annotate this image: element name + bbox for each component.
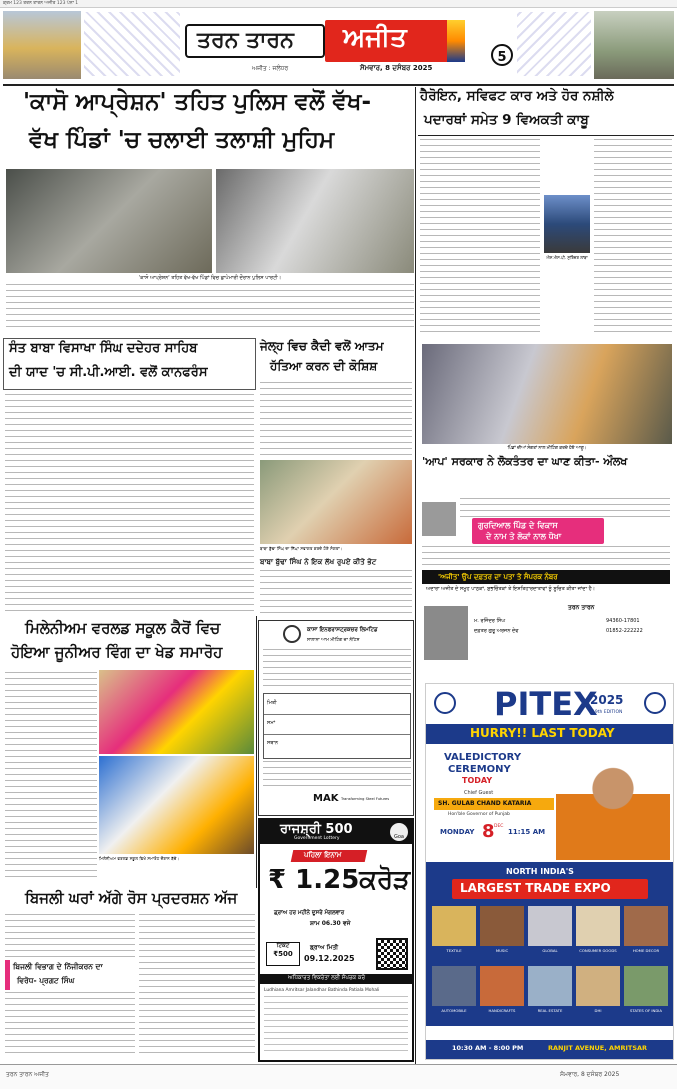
top-metadata-text: ਕ੍ਰਮ 123 ਤਰਨ ਤਾਰਨ ਅਜੀਤ 123 ਪੰਨਾ 1 bbox=[3, 1, 79, 6]
story-cpi-conference bbox=[3, 336, 256, 616]
page-number-badge bbox=[491, 44, 513, 66]
story2-caption: ਐਸ.ਐਸ.ਪੀ. ਸੁਰਿੰਦਰ ਲਾਂਬਾ bbox=[546, 255, 588, 260]
story7-headline-line2: ਹੋਇਆ ਜੂਨੀਅਰ ਵਿੰਗ ਦਾ ਖੇਡ ਸਮਾਰੋਹ bbox=[11, 643, 223, 661]
story-baba-budha-singh bbox=[258, 556, 414, 618]
notice-body: ਅਦਾਰਾ ਅਜੀਤ ਦੇ ਸਮੂਹ ਪਾਠਕਾਂ, ਸ਼ੁਭਚਿੰਤਕਾਂ ਤੇ ਇਸ਼ਤਿਹਾਰਦਾਤਾਵਾਂ ਨੂੰ ਸੂਚਿਤ ਕੀਤਾ ਜਾਂਦਾ ਹੈ। bbox=[426, 586, 596, 592]
lottery-draw-date-label: ਡ੍ਰਾਅ ਮਿਤੀ bbox=[310, 944, 339, 951]
lottery-footer-title: ਅਧਿਕਾਰਤ ਵਿਕਰੇਤਾ ਲਈ ਸੰਪਰਕ ਕਰੋ bbox=[288, 975, 366, 981]
story1-headline-line2: ਵੱਖ ਪਿੰਡਾਂ 'ਚ ਚਲਾਈ ਤਲਾਸ਼ੀ ਮੁਹਿਮ bbox=[29, 127, 335, 153]
pitex-chief-guest: SH. GULAB CHAND KATARIA bbox=[438, 800, 532, 807]
column-divider-2 bbox=[256, 616, 257, 888]
notice-person-photo-left bbox=[422, 502, 456, 536]
masthead-paper: ਅਜੀਤ bbox=[343, 23, 407, 53]
story1-photo-right bbox=[216, 169, 414, 273]
masthead-pattern-left bbox=[84, 12, 180, 76]
story8-pull-quote-line2: ਵਿਰੋਧ- ਪ੍ਰਗਟ ਸਿੰਘ bbox=[17, 976, 75, 985]
story1-headline-line1: 'ਕਾਸੋ ਆਪ੍ਰੇਸ਼ਨ' ਤਹਿਤ ਪੁਲਿਸ ਵਲੋਂ ਵੱਖ- bbox=[23, 89, 372, 115]
story8-body-right bbox=[139, 914, 255, 1056]
pitex-cat-label-3: GLOBAL bbox=[542, 948, 558, 953]
pitex-cat-label-9: DHI bbox=[594, 1008, 602, 1013]
story1-body-text bbox=[6, 284, 414, 332]
lottery-footer-text: Ludhiana Amritsar Jalandhar Bathinda Patiala Mohali bbox=[264, 988, 380, 993]
story3-body-text bbox=[5, 394, 254, 612]
story-millennium-school bbox=[3, 618, 256, 890]
lottery-first-prize-label: ਪਹਿਲਾ ਇਨਾਮ bbox=[304, 851, 342, 859]
pitex-logo-right bbox=[644, 692, 666, 714]
story2-headline-line1: ਹੈਰੋਇਨ, ਸਵਿਫਟ ਕਾਰ ਅਤੇ ਹੋਰ ਨਸ਼ੀਲੇ bbox=[420, 88, 614, 104]
masthead-color-stripe bbox=[447, 20, 465, 62]
pitex-cat-tile-4 bbox=[576, 906, 620, 946]
story6-headline: 'ਆਪ' ਸਰਕਾਰ ਨੇ ਲੋਕਤੰਤਰ ਦਾ ਘਾਣ ਕੀਤਾ- ਔਲਖ bbox=[422, 455, 628, 468]
lottery-draw-time: ਸ਼ਾਮ 06.30 ਵਜੇ bbox=[310, 920, 351, 927]
pitex-timing: 10:30 AM - 8:00 PM bbox=[452, 1044, 524, 1052]
notice-banner-line2: ਦੇ ਨਾਮ ਤੇ ਲੋਕਾਂ ਨਾਲ ਧੋਖਾ bbox=[486, 532, 562, 541]
pitex-cat-tile-9 bbox=[576, 966, 620, 1006]
ad-company-table-rule2 bbox=[264, 734, 410, 735]
ad-company-row3: ਸਥਾਨ bbox=[267, 740, 279, 746]
ad-company-row1: ਮਿਤੀ bbox=[267, 700, 277, 706]
ad-company-body-2 bbox=[263, 761, 411, 789]
lottery-ticket-label: ਟਿਕਟ bbox=[276, 943, 290, 949]
masthead-logo-box bbox=[185, 20, 485, 62]
pitex-date-month: DEC bbox=[494, 824, 504, 829]
story7-photo-top bbox=[99, 670, 254, 754]
notice-title: 'ਅਜੀਤ' ਉਪ ਦਫ਼ਤਰ ਦਾ ਪਤਾ ਤੇ ਸੰਪਰਕ ਨੰਬਰ bbox=[438, 573, 558, 581]
lottery-draw-date: 09.12.2025 bbox=[304, 954, 355, 963]
story7-caption: ਮਿਲੇਨੀਅਮ ਵਰਲਡ ਸਕੂਲ ਵਿਖੇ ਸਮਾਰੋਹ ਦੌਰਾਨ ਬੱਚੇ। bbox=[99, 856, 180, 861]
pitex-cat-tile-8 bbox=[528, 966, 572, 1006]
pitex-cat-tile-5 bbox=[624, 906, 668, 946]
story7-headline-line1: ਮਿਲੇਨੀਅਮ ਵਰਲਡ ਸਕੂਲ ਕੈਰੋਂ ਵਿਚ bbox=[25, 619, 221, 637]
lottery-ticket-price: ₹500 bbox=[273, 950, 293, 958]
story1-caption: 'ਕਾਸੋ ਆਪ੍ਰੇਸ਼ਨ' ਤਹਿਤ ਵੱਖ-ਵੱਖ ਪਿੰਡਾਂ ਵਿਚ ਛਾਪੇਮਾਰੀ ਦੌਰਾਨ ਪੁਲਿਸ ਪਾਰਟੀ। bbox=[138, 275, 282, 281]
ad-company-body bbox=[263, 649, 411, 691]
story-heroin-arrest bbox=[418, 87, 674, 337]
story5-body-text bbox=[260, 570, 412, 616]
lottery-state: Goa bbox=[394, 834, 404, 840]
page-footer bbox=[0, 1064, 677, 1089]
pitex-cat-label-10: STATES OF INDIA bbox=[629, 1008, 663, 1013]
notice-box-area bbox=[418, 482, 674, 680]
pitex-hurry: HURRY!! LAST TODAY bbox=[470, 726, 615, 740]
pitex-venue: RANJIT AVENUE, AMRITSAR bbox=[548, 1044, 648, 1052]
masthead-date: ਸੋਮਵਾਰ, 8 ਦਸੰਬਰ 2025 bbox=[360, 64, 433, 72]
masthead-pattern-right bbox=[517, 12, 591, 76]
lottery-draw-line: ਡ੍ਰਾਅ ਹਰ ਮਹੀਨੇ ਦੂਸਰੇ ਮੰਗਲਵਾਰ bbox=[274, 910, 345, 916]
story4-caption: ਬਾਬਾ ਬੁੱਢਾ ਸਿੰਘ ਦਾ ਨਿੱਘਾ ਸਵਾਗਤ ਕਰਦੇ ਹੋਏ ਸੰਗਤਾਂ। bbox=[260, 546, 343, 551]
story6-photo bbox=[422, 344, 672, 444]
pitex-cat-tile-2 bbox=[480, 906, 524, 946]
ad-pitex bbox=[425, 683, 674, 1060]
story4-body-text bbox=[260, 382, 412, 458]
story4-headline-line1: ਜੇਲ੍ਹ ਵਿਚ ਕੈਦੀ ਵਲੋਂ ਆਤਮ bbox=[260, 339, 384, 353]
story6-caption: ਪਿੰਡਾਂ ਦੀਆਂ ਸੰਗਤਾਂ ਨਾਲ ਮੀਟਿੰਗ ਕਰਦੇ ਹੋਏ ਆਗੂ। bbox=[507, 446, 587, 451]
story8-body-left bbox=[5, 914, 135, 958]
masthead-edition: ਅਜੀਤ : ਜਲੰਧਰ bbox=[252, 65, 289, 72]
pitex-cat-tile-3 bbox=[528, 906, 572, 946]
notice-office-label: ਤਰਨ ਤਾਰਨ bbox=[568, 604, 595, 611]
story-jail-attempt bbox=[258, 336, 414, 556]
lottery-ticket-box bbox=[266, 942, 300, 966]
ad-lottery bbox=[258, 818, 414, 1062]
pitex-time: 11:15 AM bbox=[508, 828, 546, 836]
story7-body-text bbox=[5, 672, 97, 882]
pitex-cat-label-1: TEXTILE bbox=[446, 948, 462, 953]
pitex-edition: 19th EDITION bbox=[592, 710, 623, 715]
lottery-seal bbox=[390, 823, 408, 841]
pitex-chief-guest-role: Hon'ble Governor of Punjab bbox=[448, 812, 510, 817]
ad-company-brand: MAK bbox=[313, 793, 339, 804]
pitex-cat-label-6: AUTOMOBILE bbox=[441, 1008, 467, 1013]
page-number: 5 bbox=[497, 50, 507, 65]
pitex-cat-label-8: REAL ESTATE bbox=[537, 1008, 563, 1013]
ad-company-subtitle: ਸਾਲਾਨਾ ਆਮ ਮੀਟਿੰਗ ਦਾ ਨੋਟਿਸ bbox=[307, 638, 360, 643]
pitex-chief-guest-label: Chief Guest bbox=[464, 790, 494, 796]
masthead bbox=[0, 8, 677, 84]
lottery-footer-lines bbox=[264, 996, 408, 1056]
lottery-brand-sub: Government Lottery bbox=[294, 836, 340, 841]
pitex-cat-tile-7 bbox=[480, 966, 524, 1006]
story-kaso-operation bbox=[3, 87, 415, 334]
pitex-cat-label-2: MUSIC bbox=[495, 948, 509, 953]
notice-banner-line1: ਗੁਰਦਿਆਲ ਪਿੰਡ ਦੇ ਵਿਕਾਸ bbox=[478, 521, 558, 530]
pitex-guest-photo bbox=[556, 750, 670, 860]
pitex-year: 2025 bbox=[590, 693, 624, 707]
lottery-prize-amount: ₹ 1.25ਕਰੋੜ bbox=[268, 865, 411, 895]
pitex-cat-tile-10 bbox=[624, 966, 668, 1006]
pitex-expo: LARGEST TRADE EXPO bbox=[460, 881, 611, 895]
story3-headline-line1: ਸੰਤ ਬਾਬਾ ਵਿਸਾਖਾ ਸਿੰਘ ਦਦੇਹਰ ਸਾਹਿਬ bbox=[9, 341, 198, 356]
story2-ssp-photo bbox=[544, 195, 590, 253]
story8-headline: ਬਿਜਲੀ ਘਰਾਂ ਅੱਗੇ ਰੋਸ ਪ੍ਰਦਰਸ਼ਨ ਅੱਜ bbox=[25, 889, 238, 907]
story7-photo-bottom bbox=[99, 756, 254, 854]
story2-body-left bbox=[420, 139, 540, 334]
pitex-day: MONDAY bbox=[440, 828, 475, 836]
story2-body-right bbox=[594, 139, 672, 334]
story-aap-democracy bbox=[418, 340, 674, 480]
lottery-brand: ਰਾਜਸ਼੍ਰੀ 500 bbox=[280, 822, 353, 837]
pitex-ceremony-line1: VALEDICTORY bbox=[444, 752, 522, 763]
pitex-date-num: 8 bbox=[482, 821, 495, 842]
ad-company-tagline: Transforming Steel Futures bbox=[341, 797, 390, 801]
masthead-divider bbox=[3, 84, 674, 86]
ad-company-table-rule1 bbox=[264, 714, 410, 715]
notice-contact2-phone: 01852-222222 bbox=[606, 628, 643, 634]
notice-body-mid bbox=[422, 546, 670, 568]
ad-company-logo bbox=[283, 625, 301, 643]
ad-company-row2: ਸਮਾਂ bbox=[267, 720, 276, 726]
pitex-north: NORTH INDIA'S bbox=[506, 867, 574, 876]
masthead-city: ਤਰਨ ਤਾਰਨ bbox=[197, 28, 294, 53]
story4-photo bbox=[260, 460, 412, 544]
story2-divider bbox=[418, 135, 674, 136]
notice-contact1-phone: 94360-17801 bbox=[606, 618, 640, 624]
story8-body-left-2 bbox=[5, 992, 135, 1056]
masthead-left-photo bbox=[3, 11, 81, 79]
pitex-ceremony-line2: CEREMONY bbox=[448, 764, 511, 775]
pitex-cat-tile-1 bbox=[432, 906, 476, 946]
story2-headline-line2: ਪਦਾਰਥਾਂ ਸਮੇਤ 9 ਵਿਅਕਤੀ ਕਾਬੂ bbox=[424, 112, 589, 128]
notice-body-left bbox=[460, 498, 670, 518]
masthead-right-photo bbox=[594, 11, 674, 79]
pitex-sponsor-strip bbox=[426, 1026, 673, 1040]
story8-pull-quote-line1: ਬਿਜਲੀ ਵਿਭਾਗ ਦੇ ਨਿੱਜੀਕਰਨ ਦਾ bbox=[13, 962, 103, 971]
pitex-logo-left bbox=[434, 692, 456, 714]
story4-headline-line2: ਹੱਤਿਆ ਕਰਨ ਦੀ ਕੋਸ਼ਿਸ਼ bbox=[270, 359, 378, 373]
notice-contact-photo bbox=[424, 606, 468, 660]
pitex-cat-tile-6 bbox=[432, 966, 476, 1006]
story3-headline-line2: ਦੀ ਯਾਦ 'ਚ ਸੀ.ਪੀ.ਆਈ. ਵਲੋਂ ਕਾਨਫਰੰਸ bbox=[9, 365, 208, 380]
ad-company-notice bbox=[258, 620, 414, 816]
pitex-cat-label-5: HOME DECOR bbox=[632, 948, 660, 953]
column-divider-1 bbox=[415, 87, 416, 1087]
pitex-today: TODAY bbox=[462, 776, 493, 785]
ad-company-title: ਕਾਸਾ ਇਨਫਰਾਸਟ੍ਰਕਚਰ ਲਿਮਟਿਡ bbox=[307, 627, 378, 633]
ad-company-table bbox=[263, 693, 411, 759]
notice-contact2-name: ਦਫ਼ਤਰ ਗੁਰੂ ਅਰਜਨ ਦੇਵ bbox=[474, 628, 519, 634]
lottery-qr-code bbox=[376, 938, 408, 970]
pitex-cat-label-7: HANDICRAFTS bbox=[488, 1008, 516, 1013]
story5-headline: ਬਾਬਾ ਬੁੱਢਾ ਸਿੰਘ ਨੇ ਇਕ ਲੱਖ ਰੁਪਏ ਕੀਤੇ ਭੇਟ bbox=[260, 557, 377, 566]
footer-left: ਤਰਨ ਤਾਰਨ ਅਜੀਤ bbox=[6, 1071, 49, 1078]
pitex-brand: PITEX bbox=[494, 685, 598, 723]
top-metadata-bar bbox=[0, 0, 677, 8]
notice-contact1-name: ਮ. ਰਜਿੰਦਰ ਸਿੰਘ bbox=[474, 618, 506, 624]
footer-right: ਸੋਮਵਾਰ, 8 ਦਸੰਬਰ 2025 bbox=[560, 1071, 620, 1078]
pitex-category-grid bbox=[432, 906, 668, 1024]
pitex-cat-label-4: CONSUMER GOODS bbox=[579, 948, 617, 953]
story1-photo-left bbox=[6, 169, 212, 273]
